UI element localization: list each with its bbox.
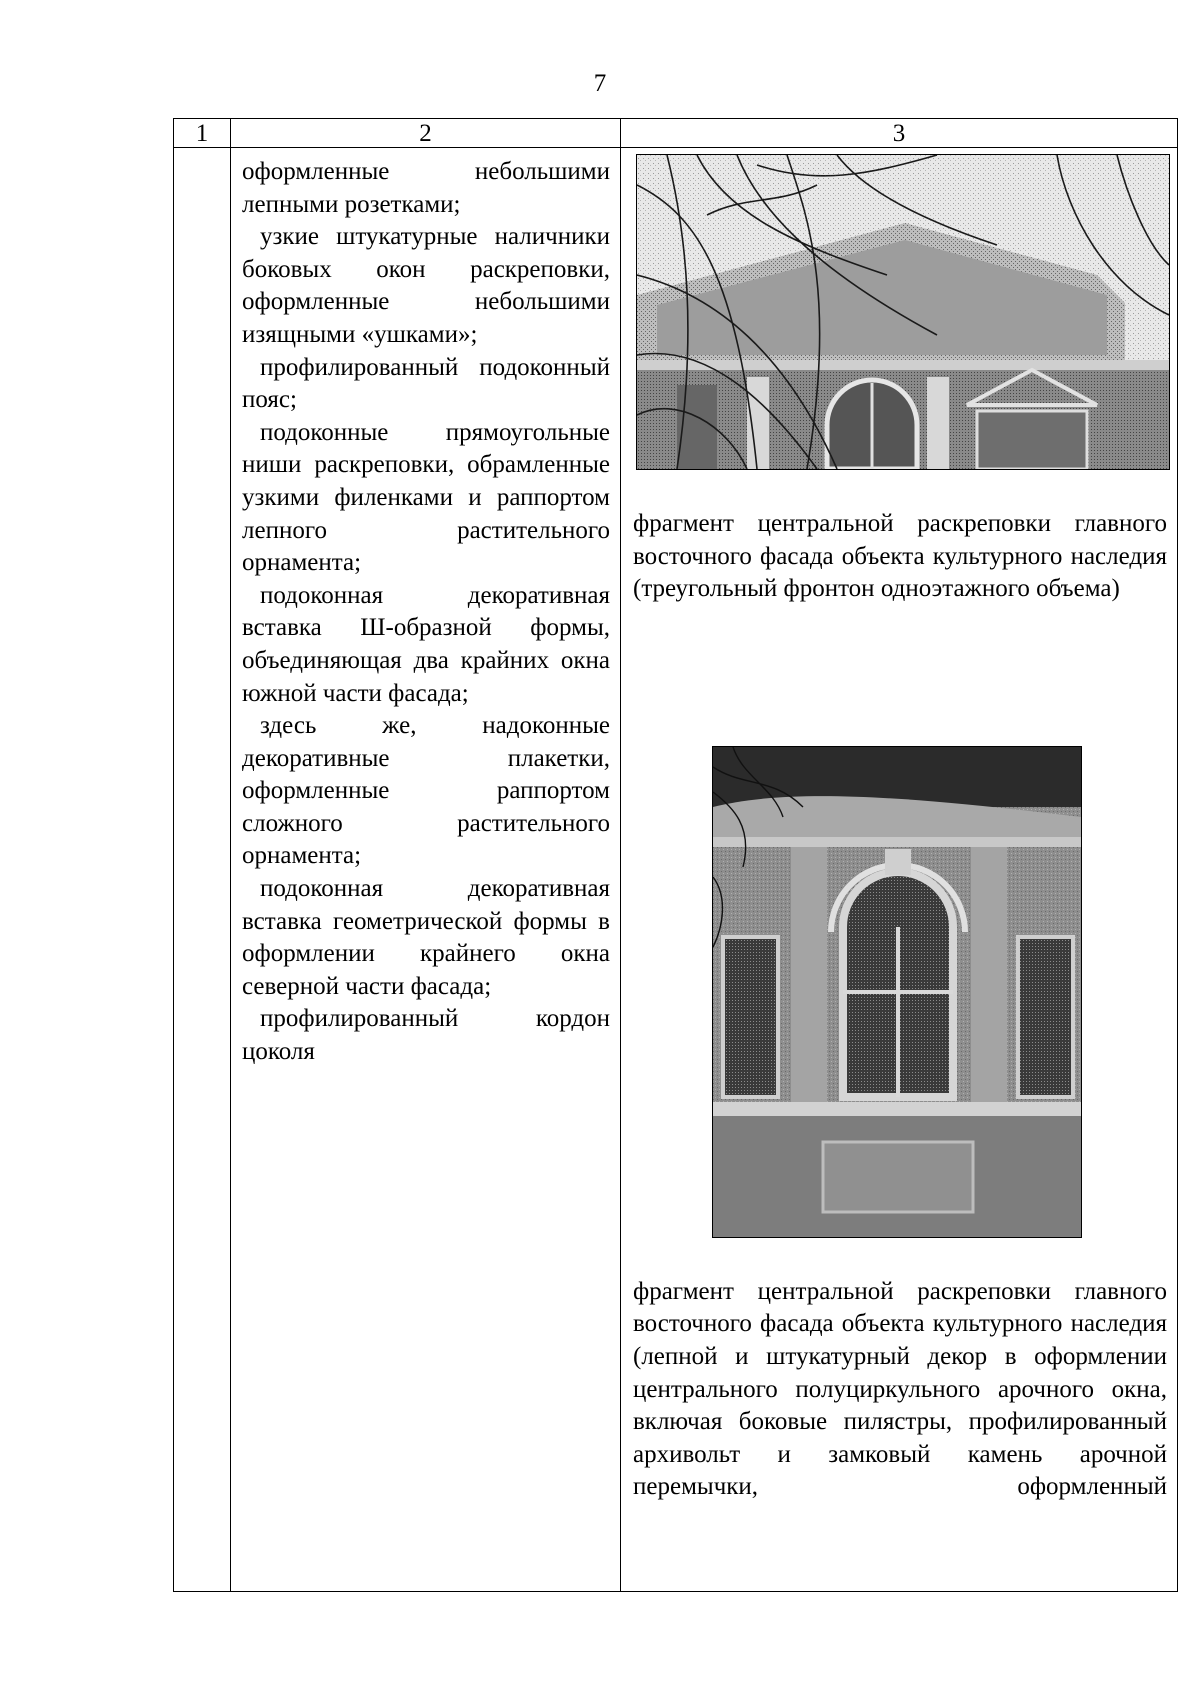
table-body-row: [174, 148, 1178, 1592]
arched-window-photo: [712, 746, 1082, 1238]
list-item: профилированный подоконный пояс;: [242, 353, 610, 414]
column-header-3: 3: [621, 119, 1178, 148]
column-3-cell: [621, 148, 1178, 1592]
photo-caption-1: фрагмент центральной раскреповки главного восточного фасада объекта культурного наследия (треугольный фронтон одноэтажного объема): [633, 510, 1167, 603]
list-item: оформленные небольшими лепными розетками;: [242, 158, 610, 218]
column-header-2: 2: [231, 119, 621, 148]
pediment-photo: [636, 154, 1170, 470]
photo-caption-2: фрагмент центральной раскреповки главного восточного фасада объекта культурного наследия (лепной и штукатурный декор в оформлении центрального полуциркульного арочного окна, включая боковые пилястры, профилированный архивольт и замковый камень арочной перемычки, оформленный: [633, 1277, 1167, 1501]
list-item: подоконная декоративная вставка геометрической формы в оформлении крайнего окна северной части фасада;: [242, 875, 610, 1000]
page-number: 7: [593, 70, 607, 97]
description-table: [173, 118, 1178, 1592]
column-1-cell: [174, 148, 231, 1592]
list-item: узкие штукатурные наличники боковых окон раскреповки, оформленные небольшими изящными «ушками»;: [242, 223, 610, 348]
table-header-row: [174, 119, 1178, 148]
decor-elements-list: [231, 148, 620, 1069]
photo-column: [621, 148, 1177, 1504]
list-item: здесь же, надоконные декоративные плакетки, оформленные раппортом сложного растительного орнамента;: [242, 712, 610, 870]
list-item: профилированный кордон цоколя: [242, 1005, 610, 1066]
list-item: подоконные прямоугольные ниши раскреповки, обрамленные узкими филенками и раппортом лепного растительного орнамента;: [242, 418, 610, 577]
list-item: подоконная декоративная вставка Ш-образной формы, объединяющая два крайних окна южной части фасада;: [242, 581, 610, 707]
column-header-1: 1: [174, 119, 231, 148]
column-2-cell: [231, 148, 621, 1592]
